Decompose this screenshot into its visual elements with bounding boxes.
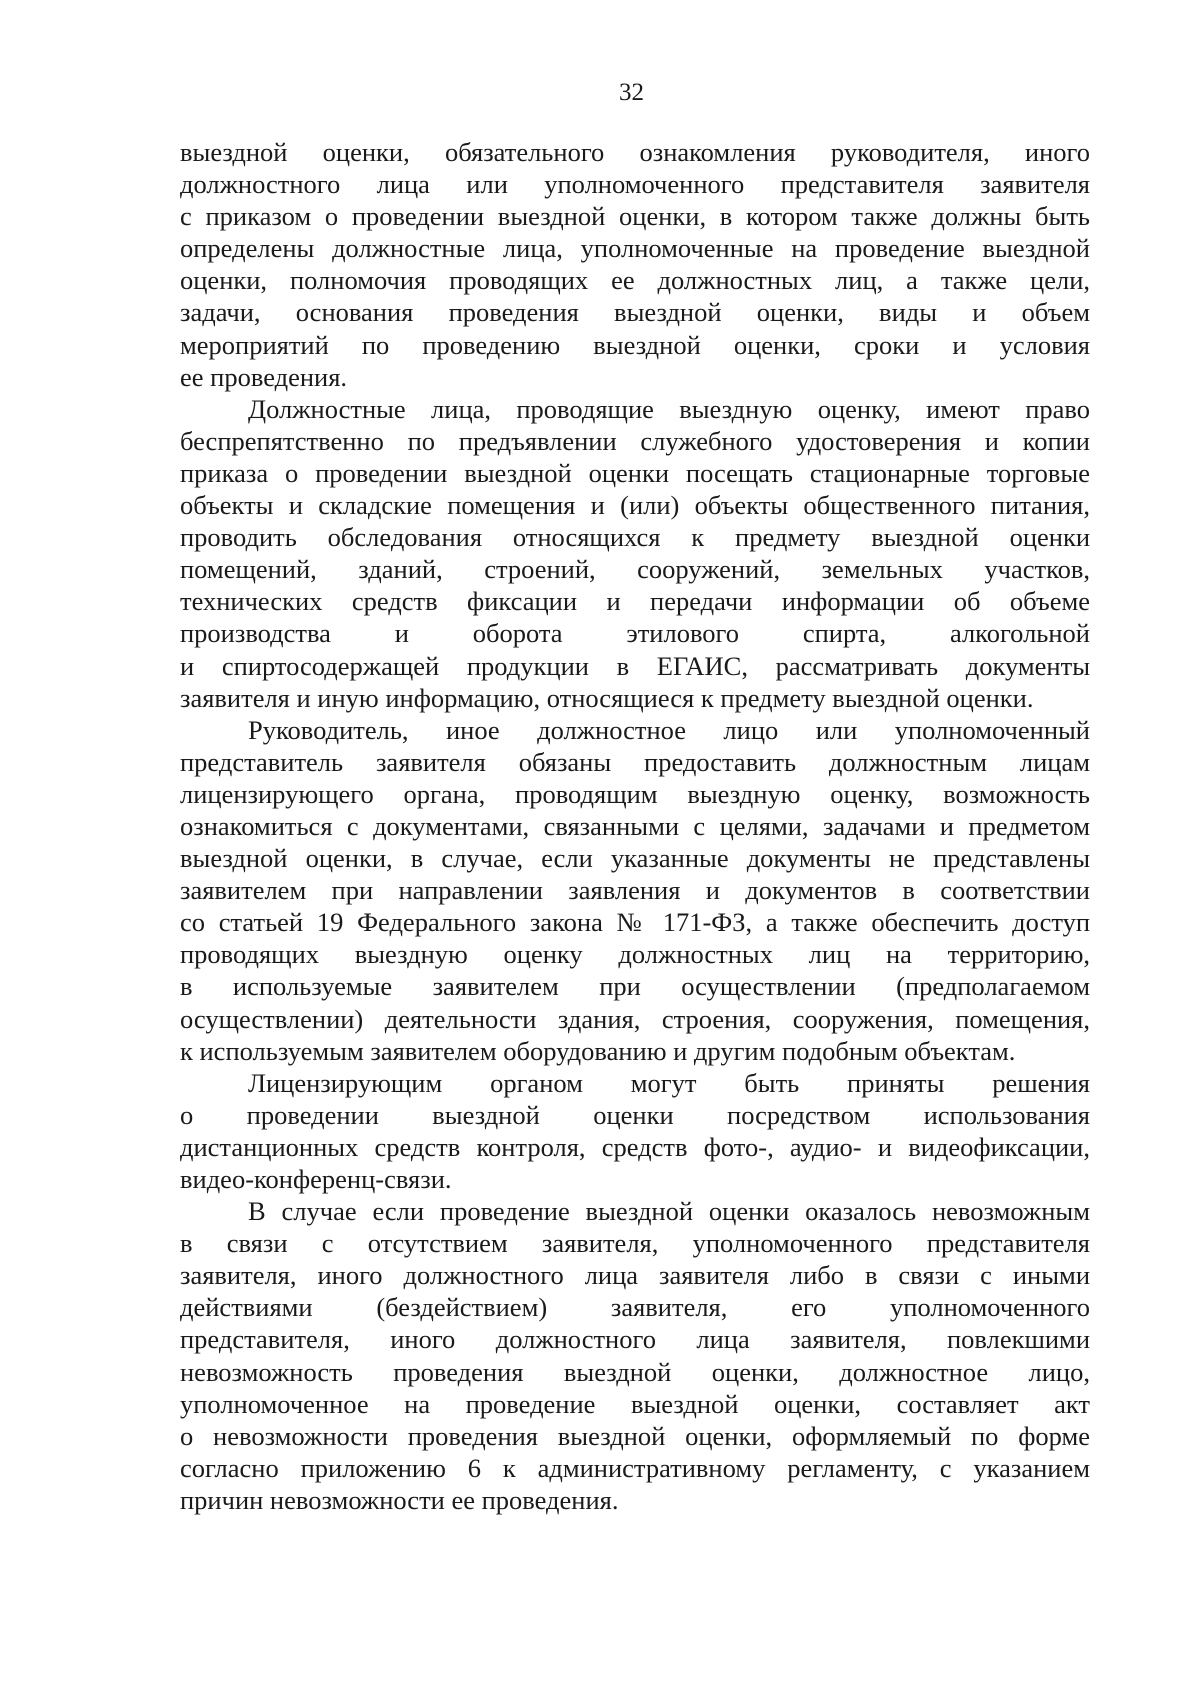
- paragraph-1: [180, 136, 1090, 393]
- text-line: в связи с отсутствием заявителя, уполномоченного представителя: [180, 1228, 1090, 1259]
- text-line: задачи, основания проведения выездной оценки, виды и объем: [180, 297, 1090, 328]
- text-line: видео-конференц-связи.: [180, 1164, 452, 1194]
- paragraph-5: [180, 1195, 1090, 1516]
- text-line: лицензирующего органа, проводящим выездную оценку, возможность: [180, 778, 1090, 809]
- text-line: проводящих выездную оценку должностных лиц на территорию,: [180, 939, 1090, 970]
- text-line: заявителем при направлении заявления и документов в соответствии: [180, 875, 1090, 906]
- text-line: Руководитель, иное должностное лицо или уполномоченный: [248, 714, 1090, 745]
- text-line: помещений, зданий, строений, сооружений, земельных участков,: [180, 554, 1090, 585]
- text-line: в используемые заявителем при осуществлении (предполагаемом: [180, 971, 1090, 1002]
- text-line: мероприятий по проведению выездной оценки, сроки и условия: [180, 329, 1090, 360]
- text-line: ее проведения.: [180, 361, 348, 392]
- text-line: Лицензирующим органом могут быть приняты решения: [248, 1067, 1090, 1098]
- document-body: [180, 136, 1090, 1516]
- text-line: оценки, полномочия проводящих ее должностных лиц, а также цели,: [180, 265, 1090, 296]
- text-line: к используемым заявителем оборудованию и другим подобным объектам.: [180, 1035, 1016, 1066]
- text-line: беспрепятственно по предъявлении служебного удостоверения и копии: [180, 425, 1090, 456]
- page-number: 32: [619, 79, 644, 106]
- text-line: технических средств фиксации и передачи информации об объеме: [180, 586, 1090, 617]
- text-line: о проведении выездной оценки посредством использования: [180, 1099, 1090, 1130]
- text-line: невозможность проведения выездной оценки, должностное лицо,: [180, 1356, 1090, 1387]
- text-line: со статьей 19 Федерального закона № 171-ФЗ, а также обеспечить доступ: [180, 907, 1090, 938]
- paragraph-3: [180, 714, 1090, 1067]
- text-line: Должностные лица, проводящие выездную оценку, имеют право: [248, 393, 1090, 424]
- text-line: проводить обследования относящихся к предмету выездной оценки: [180, 522, 1090, 553]
- text-line: дистанционных средств контроля, средств фото-, аудио- и видеофиксации,: [180, 1131, 1090, 1162]
- text-line: действиями (бездействием) заявителя, его уполномоченного: [180, 1292, 1090, 1323]
- text-line: причин невозможности ее проведения.: [180, 1484, 619, 1515]
- text-line: выездной оценки, в случае, если указанные документы не представлены: [180, 843, 1090, 874]
- text-line: В случае если проведение выездной оценки оказалось невозможным: [248, 1196, 1090, 1227]
- text-line: выездной оценки, обязательного ознакомления руководителя, иного: [180, 137, 1090, 167]
- text-line: о невозможности проведения выездной оценки, оформляемый по форме: [180, 1420, 1090, 1451]
- text-line: согласно приложению 6 к административному регламенту, с указанием: [180, 1452, 1090, 1483]
- text-line: представитель заявителя обязаны предоставить должностным лицам: [180, 746, 1090, 777]
- text-line: и спиртосодержащей продукции в ЕГАИС, рассматривать документы: [180, 650, 1090, 681]
- paragraph-2: [180, 393, 1090, 714]
- text-line: объекты и складские помещения и (или) объекты общественного питания,: [180, 490, 1090, 521]
- paragraph-4: [180, 1067, 1090, 1195]
- text-line: ознакомиться с документами, связанными с целями, задачами и предметом: [180, 810, 1090, 841]
- text-line: определены должностные лица, уполномоченные на проведение выездной: [180, 233, 1090, 264]
- text-line: заявителя и иную информацию, относящиеся к предмету выездной оценки.: [180, 682, 1034, 713]
- text-line: уполномоченное на проведение выездной оценки, составляет акт: [180, 1388, 1090, 1419]
- text-line: представителя, иного должностного лица заявителя, повлекшими: [180, 1324, 1090, 1355]
- text-line: производства и оборота этилового спирта, алкогольной: [180, 618, 1090, 649]
- text-line: должностного лица или уполномоченного представителя заявителя: [180, 169, 1090, 200]
- text-line: осуществлении) деятельности здания, строения, сооружения, помещения,: [180, 1003, 1090, 1034]
- text-line: с приказом о проведении выездной оценки, в котором также должны быть: [180, 201, 1090, 232]
- text-line: заявителя, иного должностного лица заявителя либо в связи с иными: [180, 1260, 1090, 1291]
- text-line: приказа о проведении выездной оценки посещать стационарные торговые: [180, 457, 1090, 488]
